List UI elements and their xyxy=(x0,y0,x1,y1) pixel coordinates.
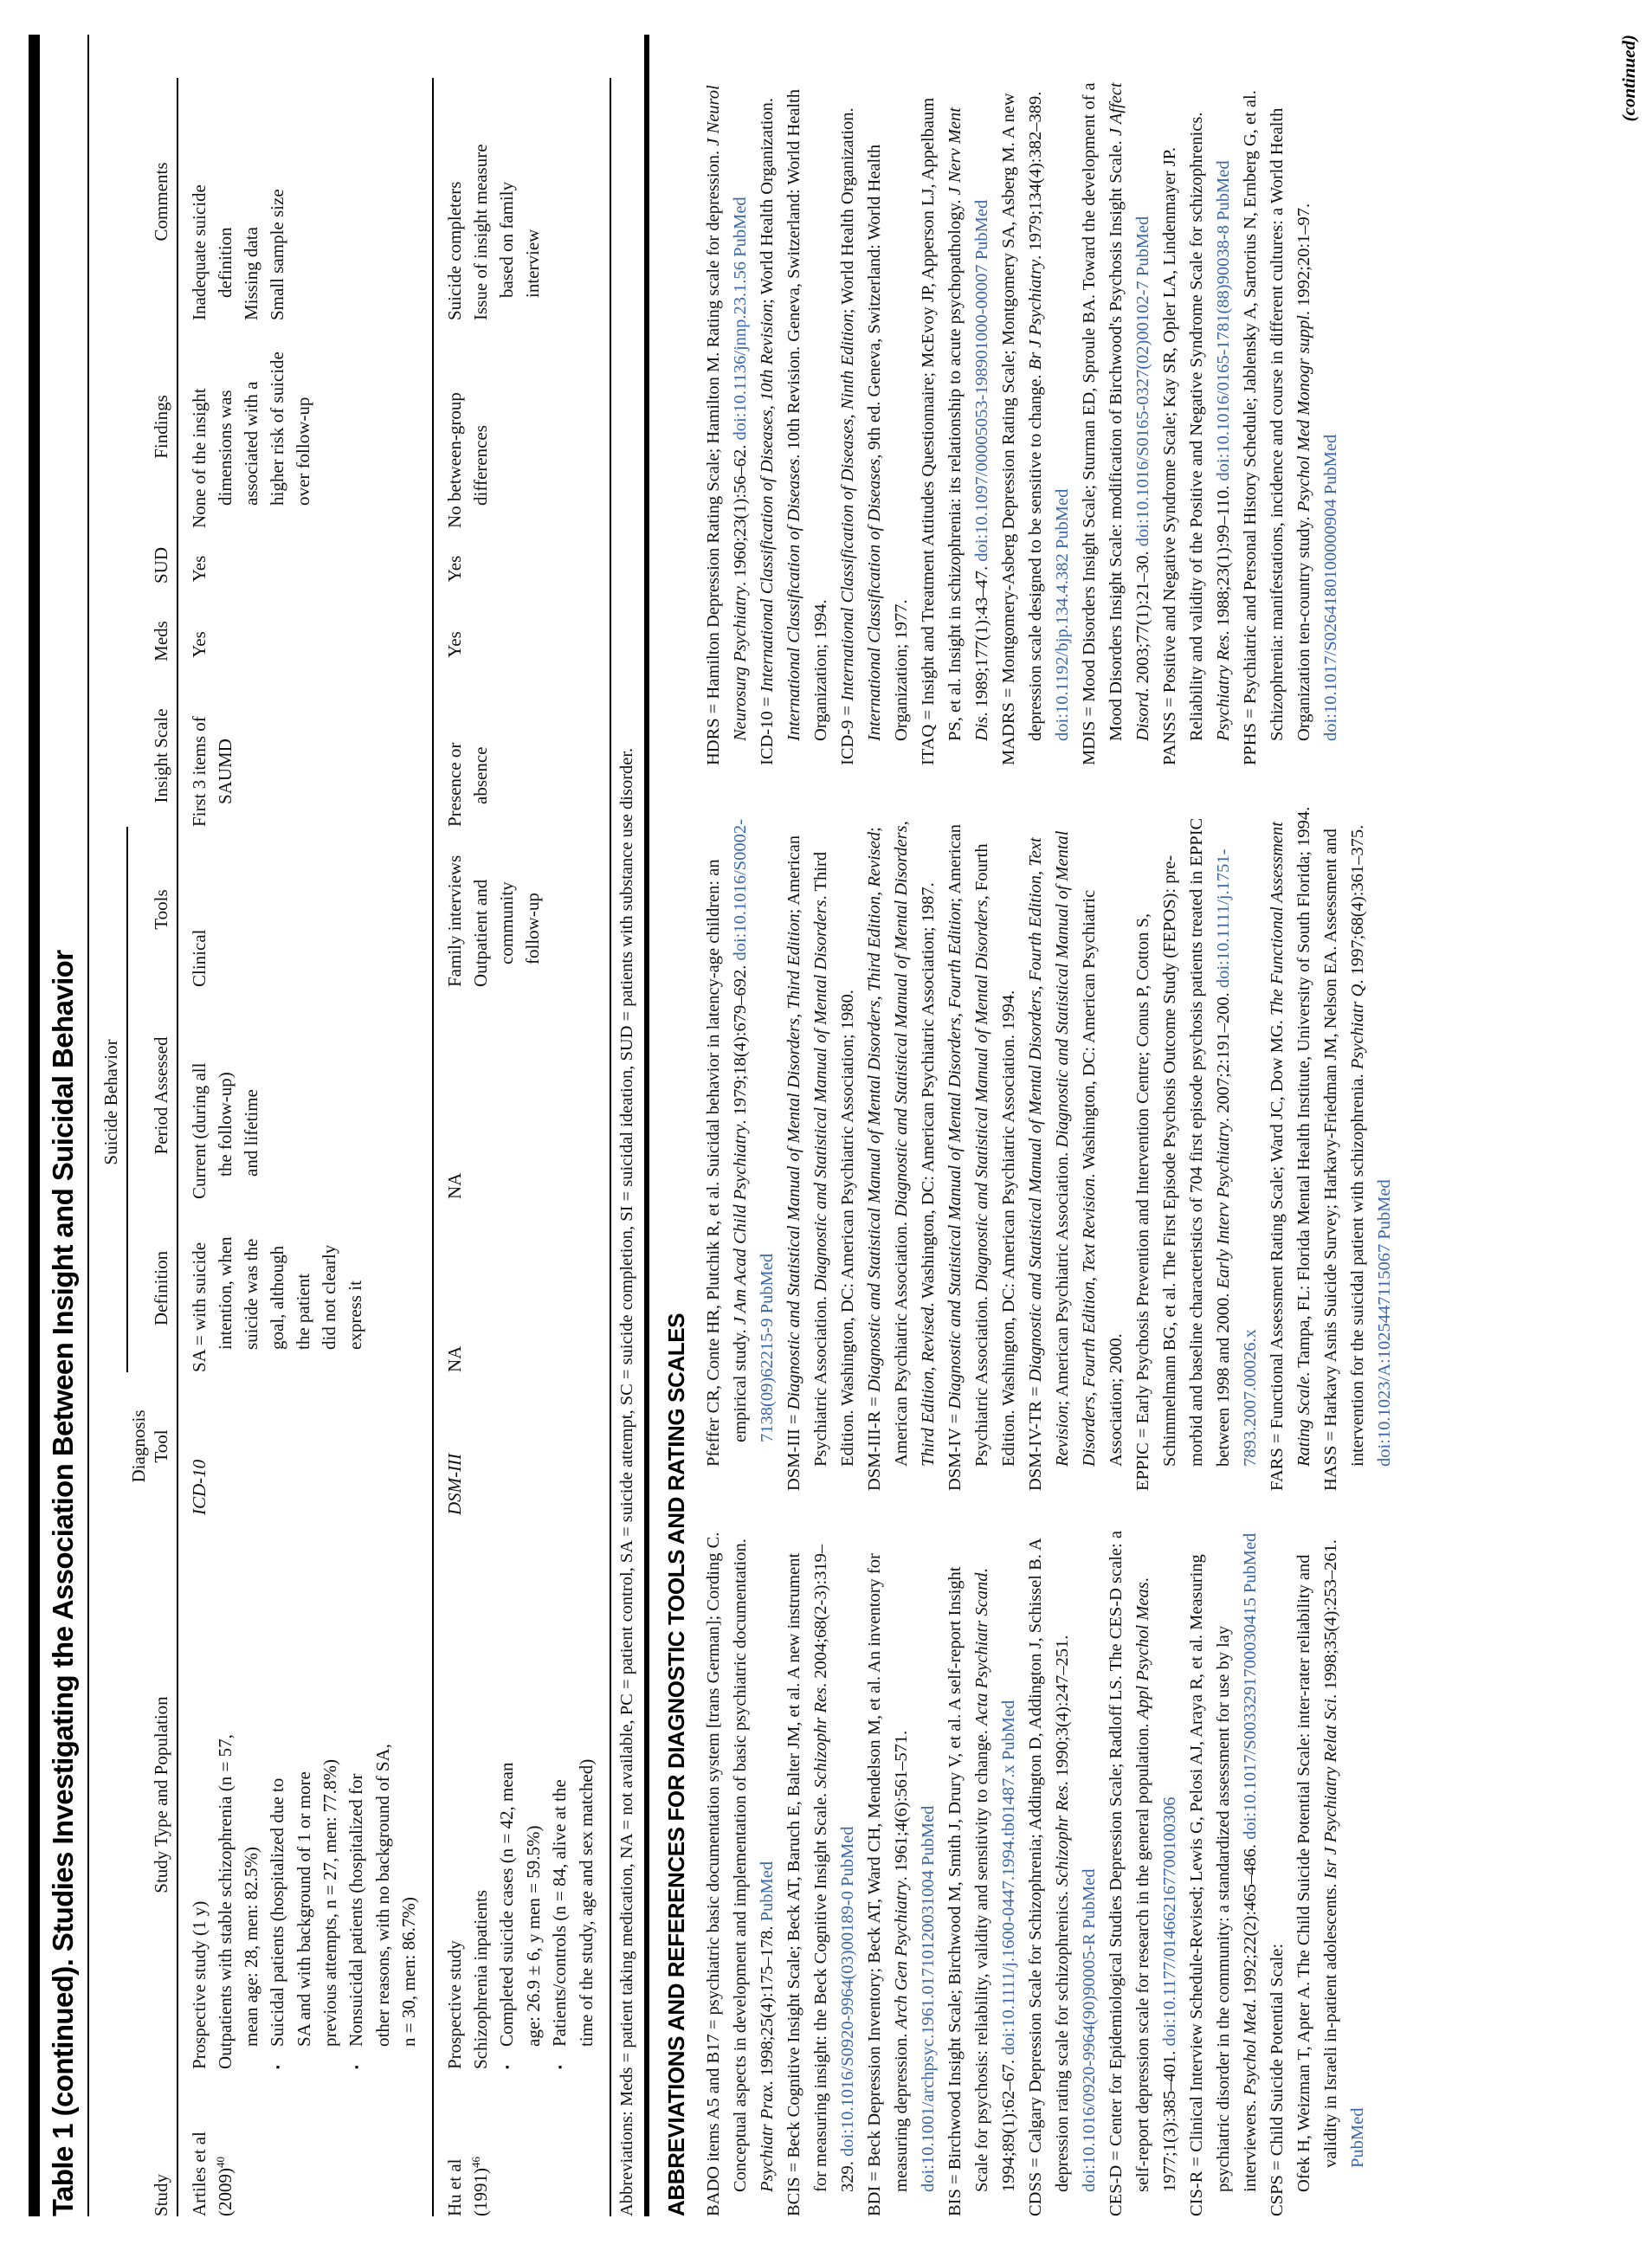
cell-line: express it xyxy=(345,1280,365,1350)
cell-line: time of the study, age and sex matched) xyxy=(576,1758,597,2047)
cell-insight xyxy=(433,680,610,827)
pubmed-link[interactable]: PubMed xyxy=(758,1253,777,1314)
journal-name: Acta Psychiatr Scand xyxy=(972,1572,991,1726)
cell-line: Outpatients with stable schizophrenia (n = 57, xyxy=(215,1734,236,2069)
bullet-icon: ▪ xyxy=(271,2065,284,2069)
cell-line: based on family xyxy=(496,181,517,298)
journal-name: Psychol Med xyxy=(1241,2003,1260,2096)
reference-column-2 xyxy=(700,805,1398,1491)
col-header-study-type-and-population: Study Type and Population xyxy=(127,1515,177,2069)
cell-line: Artiles et al xyxy=(189,2132,210,2216)
group-header-row xyxy=(100,78,127,2216)
doi-link[interactable]: doi:10.1111/j.1600-0447.1994.tb01487.x xyxy=(999,1764,1018,2055)
doi-link[interactable]: doi:10.1017/S0033291700030415 xyxy=(1241,1597,1260,1840)
journal-name: Diagnostic and Statistical Manual of Mental Disorders xyxy=(811,900,830,1292)
cell-line: Small sample size xyxy=(267,189,287,320)
cell-line: definition xyxy=(215,227,236,298)
journal-name: Diagnostic and Statistical Manual of Mental Disorders, Fourth Edition, Text Revision xyxy=(1053,830,1099,1467)
journal-name: J Am Acad Child Psychiatry xyxy=(731,1124,750,1325)
bullet-icon: ▪ xyxy=(500,2065,513,2069)
doi-link[interactable]: doi:10.1016/0165-1781(88)90038-8 xyxy=(1214,225,1233,481)
journal-name: Diagnostic and Statistical Manual of Mental Disorders, Third Edition, Revised xyxy=(892,821,938,1467)
cell-line: dimensions was xyxy=(215,390,236,506)
empty-header-cell xyxy=(100,2069,127,2216)
cell-sud: Yes xyxy=(189,555,210,583)
cell-population xyxy=(177,1515,433,2069)
cell-line: interview xyxy=(522,229,543,298)
journal-name: J Neurol Neurosurg Psychiatry xyxy=(704,85,750,741)
citation-superscript: 40 xyxy=(214,2157,227,2168)
journal-name: Diagnostic and Statistical Manual of Mental Disorders, Fourth Edition xyxy=(945,902,965,1409)
doi-link[interactable]: doi:10.1016/S0002-7138(09)62215-9 xyxy=(731,819,777,1442)
doi-link[interactable]: doi:10.1016/0920-9964(90)90005-R xyxy=(1080,1933,1099,2192)
pubmed-link[interactable]: PubMed xyxy=(731,197,750,257)
journal-name: Appl Psychol Meas xyxy=(1133,1582,1152,1719)
cell-line xyxy=(442,1384,468,1515)
reference-entry: BADO items A5 and B17 = psychiatric basic documentation system [trans German]; Cording C. Conceptual aspects in development and implementation of basic psychiatric documentation. Psychiatr Prax. 1998;25(4):175–178. PubMed xyxy=(704,1532,777,2216)
cell-line: Prospective study (1 y) xyxy=(189,1900,210,2069)
continued-note: (continued) xyxy=(1618,35,1639,122)
col-header-meds: Meds xyxy=(127,597,177,680)
pubmed-link[interactable]: PubMed xyxy=(838,1826,857,1887)
bullet-line: ▪Patients/controls (n = 84, alive at the xyxy=(546,1527,573,2069)
reference-column-1 xyxy=(700,1531,1398,2216)
journal-name: The Functional Assessment Rating Scale xyxy=(1268,822,1313,1467)
journal-name: Diagnostic and Statistical Manual of Mental Disorders xyxy=(972,900,991,1292)
reference-entry: DSM-III-R = Diagnostic and Statistical Manual of Mental Disorders, Third Edition, Revised; American Psychiatric Association. Diagnostic and Statistical Manual of Mental Disorders, Third Edition, Revised. Washington, DC: American Psychiatric Association; 1987. xyxy=(865,821,938,1491)
cell-population xyxy=(433,1515,610,2069)
journal-name: International Classification of Diseases, Ninth Edition xyxy=(838,313,857,701)
journal-name: Schizophr Res xyxy=(1053,1785,1072,1887)
doi-link[interactable]: doi:10.1016/S0165-0327(02)00102-7 xyxy=(1133,281,1152,547)
abbreviations-note: Abbreviations: Meds = patient taking medication, NA = not available, PC = patient control, SA = suicide attempt, SC = suicide completion, SI = suicidal ideation, SUD = patients with substance use disorder. xyxy=(617,747,636,2216)
cell-line: NA xyxy=(444,1172,465,1199)
cell-tools xyxy=(177,827,433,987)
doi-link[interactable]: doi:10.1136/jnnp.23.1.56 xyxy=(731,261,750,441)
reference-entry: PPHS = Psychiatric and Personal History Schedule; Jablensky A, Sartorius N, Ernberg G, et al. Schizophrenia: manifestations, incidence and course in different cultures: a World Health Organization ten-country study. Psychol Med Monogr suppl. 1992;20:1–97. doi:10.1017/S0264180100000904 PubMed xyxy=(1241,90,1340,765)
cell-line: other reasons, with no background of SA, xyxy=(372,1744,393,2047)
column-header-row xyxy=(127,78,177,2216)
journal-name: International Classification of Diseases xyxy=(865,458,884,741)
reference-entry: FARS = Functional Assessment Rating Scale; Ward JC, Dow MG. The Functional Assessment Rating Scale. Tampa, FL: Florida Mental Health Institute, University of South Florida; 1994. xyxy=(1268,806,1313,1491)
cell-line: Current (during all xyxy=(189,1062,210,1199)
cell-meds: Yes xyxy=(433,597,610,680)
reference-entry: ICD-9 = International Classification of Diseases, Ninth Edition; World Health Organization. International Classification of Diseases, 9th ed. Geneva, Switzerland: World Health Organization; 1977. xyxy=(838,107,911,765)
empty-header-cell xyxy=(100,680,127,827)
pubmed-link[interactable]: PubMed xyxy=(1214,160,1233,221)
doi-link[interactable]: doi:10.1192/bjp.134.4.382 xyxy=(1053,553,1072,741)
cell-definition xyxy=(177,1199,433,1372)
cell-line: associated with a xyxy=(241,381,261,506)
cell-line: Hu et al xyxy=(444,2158,465,2216)
reference-entry: ITAQ = Insight and Treatment Attitudes Questionnaire; McEvoy JP, Apperson LJ, Appelbaum PS, et al. Insight in schizophrenia: its relationship to acute psychopathology. J Nerv Ment Dis. 1989;177(1):43–47. doi:10.1097/00005053-198901000-00007 PubMed xyxy=(919,97,991,765)
group-header-suicide-behavior: Suicide Behavior xyxy=(100,827,127,1372)
italic-value: ICD-10 xyxy=(189,1459,210,1515)
reference-entry: HASS = Harkavy Asnis Suicide Survey; Harkavy-Friedman JM, Nelson EA. Assessment and intervention for the suicidal patient with schizophrenia. Psychiatr Q. 1997;68(4):361–375. doi:10.1023/A:1025447115067 PubMed xyxy=(1321,824,1394,1491)
bullet-icon: ▪ xyxy=(553,2065,566,2069)
citation-superscript: 46 xyxy=(469,2157,482,2168)
journal-name: Psychol Med Monogr suppl xyxy=(1294,315,1313,513)
reference-entry: ICD-10 = International Classification of Diseases, 10th Revision; World Health Organization. International Classification of Diseases. 10th Revision. Geneva, Switzerland: World Health Organization; 1994. xyxy=(758,89,830,765)
pubmed-link[interactable]: PubMed xyxy=(1133,216,1152,277)
col-header-definition: Definition xyxy=(127,1199,177,1372)
pubmed-link[interactable]: PubMed xyxy=(1375,1179,1394,1240)
empty-header-cell xyxy=(100,320,127,528)
cell-study xyxy=(177,2069,433,2216)
doi-link[interactable]: doi:10.1097/00005053-198901000-00007 xyxy=(972,264,991,562)
col-header-tools: Tools xyxy=(127,827,177,987)
cell-line: the follow-up) xyxy=(215,1072,236,1177)
bullet-line: ▪Suicidal patients (hospitalized due to xyxy=(264,1527,291,2069)
pubmed-link[interactable]: PubMed xyxy=(972,199,991,261)
reference-column-3 xyxy=(700,80,1398,765)
journal-name: Diagnostic and Statistical Manual of Mental Disorders, Third Edition xyxy=(784,913,803,1410)
col-header-findings: Findings xyxy=(127,320,177,528)
journal-name: Psychiatry Res xyxy=(1214,635,1233,741)
cell-line: did not clearly xyxy=(319,1244,339,1350)
cell-diagnosis xyxy=(433,1372,610,1515)
bullet-line: ▪Nonsuicidal patients (hospitalized for xyxy=(343,1527,370,2069)
journal-name: J Affect Disord xyxy=(1107,82,1152,741)
doi-link[interactable]: doi:10.1001/archpsyc.1961.01710120031004 xyxy=(919,1870,938,2192)
reference-entry: DSM-IV = Diagnostic and Statistical Manual of Mental Disorders, Fourth Edition; American Psychiatric Association. Diagnostic and Statistical Manual of Mental Disorders, Fourth Edition. Washington, DC: American Psychiatric Association. 1994. xyxy=(945,823,1018,1491)
reference-entry: Ofek H, Weizman T, Apter A. The Child Suicide Potential Scale: inter-rater reliability and validity in Israeli in-patient adolescents. Isr J Psychiatry Relat Sci. 1998;35(4):253–261. PubMed xyxy=(1294,1539,1367,2192)
pubmed-link[interactable]: PubMed xyxy=(1241,1532,1260,1594)
cell-line: $(2009)^{40}$ xyxy=(214,2157,236,2216)
empty-header-cell xyxy=(100,528,127,597)
page-content xyxy=(0,35,1398,2216)
doi-link[interactable]: doi:10.1177/014662167700100306 xyxy=(1160,1796,1179,2047)
journal-name: Diagnostic and Statistical Manual of Mental Disorders, Third Edition, Revised xyxy=(865,831,884,1392)
cell-line: Suicide completers xyxy=(444,181,465,320)
pubmed-link[interactable]: PubMed xyxy=(1348,2107,1367,2168)
cell-line: absence xyxy=(470,746,491,804)
pubmed-link[interactable]: PubMed xyxy=(1321,434,1340,495)
cell-line: Outpatient and xyxy=(470,879,491,987)
cell-line xyxy=(186,1384,212,1515)
references-columns xyxy=(700,35,1398,2216)
cell-meds: Yes xyxy=(189,631,210,658)
cell-findings xyxy=(177,320,433,528)
title-rule xyxy=(87,35,89,2216)
doi-link[interactable]: doi:10.1017/S0264180100000904 xyxy=(1321,499,1340,741)
cell-period xyxy=(177,987,433,1199)
doi-link[interactable]: doi:10.1016/S0920-9964(03)00189-0 xyxy=(838,1891,857,2157)
cell-line: mean age: 28, men: 82.5%) xyxy=(241,1847,261,2047)
references-heading: ABBREVIATIONS AND REFERENCES FOR DIAGNOSTIC TOOLS AND RATING SCALES xyxy=(663,1313,689,2216)
journal-name: Schizophr Res xyxy=(811,1687,830,1789)
reference-entry: CDSS = Calgary Depression Scale for Schizophrenia; Addington D, Addington J, Schissel B. A depression rating scale for schizophrenics. Schizophr Res. 1990;3(4):247–251. doi:10.1016/0920-9964(90)90005-R PubMed xyxy=(1026,1538,1099,2216)
cell-line: previous attempts, n = 27, men: 77.8%) xyxy=(319,1758,340,2047)
cell-line: n = 30, men: 86.7%) xyxy=(398,1897,419,2047)
pubmed-link[interactable]: PubMed xyxy=(919,1805,938,1867)
bullet-icon: ▪ xyxy=(350,2065,363,2069)
cell-line: and lifetime xyxy=(241,1089,261,1177)
table-title: Table 1 (continued). Studies Investigating the Association Between Insight and Suicidal Behavior xyxy=(47,950,79,2216)
reference-entry: EPPIC = Early Psychosis Prevention and Intervention Centre; Conus P, Cotton S, Schimmelmann BG, et al. The First Episode Psychosis Outcome Study (FEPOS): pre-morbid and baseline characteristics of 704 first episode psychosis patients treated in EPPIC between 1998 and 2000. Early Interv Psychiatry. 2007;2:191–200. doi:10.1111/j.1751-7893.2007.00026.x xyxy=(1133,817,1260,1491)
journal-name: Arch Gen Psychiatry xyxy=(892,1880,911,2029)
reference-entry: BIS = Birchwood Insight Scale; Birchwood M, Smith J, Drury V, et al. A self-report Insight Scale for psychosis: reliability, validity and sensitivity to change. Acta Psychiatr Scand. 1994;89(1):62–67. doi:10.1111/j.1600-0447.1994.tb01487.x PubMed xyxy=(945,1566,1018,2216)
section-divider-rule xyxy=(644,35,649,2216)
cell-line: None of the insight xyxy=(189,388,210,528)
pubmed-link[interactable]: PubMed xyxy=(758,1861,777,1922)
table-top-rule xyxy=(29,35,40,2216)
col-header-diagnosis-tool: Diagnosis Tool xyxy=(127,1372,177,1515)
pubmed-link[interactable]: PubMed xyxy=(999,1700,1018,1761)
cell-line: intention, when xyxy=(215,1236,236,1350)
empty-header-cell xyxy=(100,78,127,320)
reference-entry: DSM-IV-TR = Diagnostic and Statistical Manual of Mental Disorders, Fourth Edition, Text Revision; American Psychiatric Association. Diagnostic and Statistical Manual of Mental Disorders, Fourth Edition, Text Revision. Washington, DC: American Psychiatric Association; 2000. xyxy=(1026,830,1126,1491)
doi-link[interactable]: doi:10.1111/j.1751-7893.2007.00026.x xyxy=(1214,848,1260,1467)
journal-name: International Classification of Diseases xyxy=(784,458,803,741)
cell-line: higher risk of suicide xyxy=(267,352,287,506)
cell-line: Inadequate suicide xyxy=(189,184,210,320)
reference-entry: DSM-III = Diagnostic and Statistical Manual of Mental Disorders, Third Edition; American Psychiatric Association. Diagnostic and Statistical Manual of Mental Disorders. Third Edition. Washington, DC: American Psychiatric Association; 1980. xyxy=(784,835,857,1491)
cell-line: community xyxy=(496,881,517,964)
italic-value: DSM-III xyxy=(444,1453,465,1515)
col-header-period-assessed: Period Assessed xyxy=(127,987,177,1199)
cell-tools xyxy=(433,827,610,987)
empty-header-cell xyxy=(100,597,127,680)
col-header-insight-scale: Insight Scale xyxy=(127,680,177,827)
cell-line: the patient xyxy=(293,1273,313,1350)
reference-entry: CES-D = Center for Epidemiological Studies Depression Scale; Radloff LS. The CES-D scale: a self-report depression scale for research in the general population. Appl Psychol Meas. 1977;1(3):385–401. doi:10.1177/014662167700100306 xyxy=(1107,1531,1179,2216)
reference-entry: MADRS = Montgomery-Asberg Depression Rating Scale; Montgomery SA, Asberg M. A new depression scale designed to be sensitive to change. Br J Psychiatry. 1979;134(4):382–389. doi:10.1192/bjp.134.4.382 PubMed xyxy=(999,91,1072,765)
reference-entry: PANSS = Positive and Negative Syndrome Scale; Kay SR, Opler LA, Lindenmayer JP. Reliability and validity of the Positive and Negative Syndrome Scale for schizophrenics. Psychiatry Res. 1988;23(1):99–110. doi:10.1016/0165-1781(88)90038-8 PubMed xyxy=(1160,112,1233,765)
cell-line: First 3 items of xyxy=(189,716,210,827)
journal-name: J Nerv Ment Dis xyxy=(945,107,991,741)
journal-name: Early Interv Psychiatry xyxy=(1214,1122,1233,1289)
empty-header-cell xyxy=(100,1515,127,2069)
cell-definition xyxy=(433,1199,610,1372)
cell-line: over follow-up xyxy=(293,397,313,506)
cell-line: $(1991)^{46}$ xyxy=(469,2157,491,2216)
cell-line: Clinical xyxy=(189,929,210,987)
reference-entry: MDIS = Mood Disorders Insight Scale; Sturman ED, Sproule BA. Toward the development of a Mood Disorders Insight Scale: modification of Birchwood's Psychosis Insight Scale. J Affect Disord. 2003;77(1):21–30. doi:10.1016/S0165-0327(02)00102-7 PubMed xyxy=(1080,82,1152,765)
journal-name: Diagnostic and Statistical Manual of Mental Disorders, Fourth Edition, Text Revision xyxy=(1026,837,1072,1467)
col-header-study: Study xyxy=(127,2069,177,2216)
pubmed-link[interactable]: PubMed xyxy=(1053,488,1072,550)
journal-name: International Classification of Diseases, 10th Revision xyxy=(758,303,777,693)
reference-entry: CSPS = Child Suicide Potential Scale: xyxy=(1268,1943,1287,2216)
cell-insight xyxy=(177,680,433,827)
reference-entry: HDRS = Hamilton Depression Rating Scale; Hamilton M. Rating scale for depression. J Neurol Neurosurg Psychiatry. 1960;23(1):56–62. doi:10.1136/jnnp.23.1.56 PubMed xyxy=(704,85,750,765)
cell-diagnosis xyxy=(177,1372,433,1515)
cell-line: Presence or xyxy=(444,742,465,827)
cell-comments xyxy=(433,78,610,320)
table-row xyxy=(433,78,610,2216)
reference-entry: BCIS = Beck Cognitive Insight Scale; Beck AT, Baruch E, Balter JM, et al. A new instrument for measuring insight: the Beck Cognitive Insight Scale. Schizophr Res. 2004;68(2-3):319–329. doi:10.1016/S0920-9964(03)00189-0 PubMed xyxy=(784,1544,857,2216)
cell-line: NA xyxy=(444,1345,465,1372)
cell-line: suicide was the xyxy=(241,1238,261,1350)
reference-entry: CIS-R = Clinical Interview Schedule-Revised; Lewis G, Pelosi AJ, Araya R, et al. Measuring psychiatric disorder in the community: a standardized assessment for use by lay interviewers. Psychol Med. 1992;22(2):465–486. doi:10.1017/S0033291700030415 PubMed xyxy=(1187,1532,1260,2216)
col-header-sud: SUD xyxy=(127,528,177,597)
doi-link[interactable]: doi:10.1023/A:1025447115067 xyxy=(1375,1243,1394,1467)
reference-entry: Pfeffer CR, Conte HR, Plutchik R, et al. Suicidal behavior in latency-age children: an empirical study. J Am Acad Child Psychiatry. 1979;18(4):679–692. doi:10.1016/S0002-7138(09)62215-9 PubMed xyxy=(704,819,777,1467)
cell-line: SAUMD xyxy=(215,739,236,804)
cell-period xyxy=(433,987,610,1199)
cell-comments xyxy=(177,78,433,320)
journal-name: Psychiatr Prax xyxy=(758,2085,777,2192)
cell-line: goal, although xyxy=(267,1245,287,1350)
table-row xyxy=(177,78,433,2216)
cell-study xyxy=(433,2069,610,2216)
journal-name: Psychiatr Q xyxy=(1348,984,1367,1070)
cell-line: follow-up xyxy=(522,893,543,964)
cell-line: SA and with background of 1 or more xyxy=(294,1771,314,2047)
cell-line: differences xyxy=(470,425,491,506)
cell-line: Family interviews xyxy=(444,855,465,987)
pubmed-link[interactable]: PubMed xyxy=(1080,1868,1099,1929)
cell-line: No between-group xyxy=(444,392,465,528)
empty-header-cell xyxy=(100,1372,127,1515)
cell-findings xyxy=(433,320,610,528)
reference-entry: BDI = Beck Depression Inventory; Beck AT, Ward CH, Mendelson M, et al. An inventory for measuring depression. Arch Gen Psychiatry. 1961;4(6):561–571. doi:10.1001/archpsyc.1961.01710120031004 PubMed xyxy=(865,1553,938,2216)
cell-line: Prospective study xyxy=(444,1940,465,2069)
cell-sud: Yes xyxy=(433,528,610,597)
journal-name: Isr J Psychiatry Relat Sci xyxy=(1321,1699,1340,1880)
journal-name: Br J Psychiatry xyxy=(1026,259,1045,371)
studies-table xyxy=(100,78,611,2216)
cell-line: age: 26.9 ± 6, y men = 59.5%) xyxy=(523,1825,544,2047)
bullet-line: ▪Completed suicide cases (n = 42, mean xyxy=(494,1527,520,2069)
cell-line: Schizophrenia inpatients xyxy=(470,1889,491,2069)
cell-line: Issue of insight measure xyxy=(470,144,491,320)
cell-line: Missing data xyxy=(241,227,261,320)
col-header-comments: Comments xyxy=(127,78,177,320)
cell-line: SA = with suicide xyxy=(189,1242,210,1372)
